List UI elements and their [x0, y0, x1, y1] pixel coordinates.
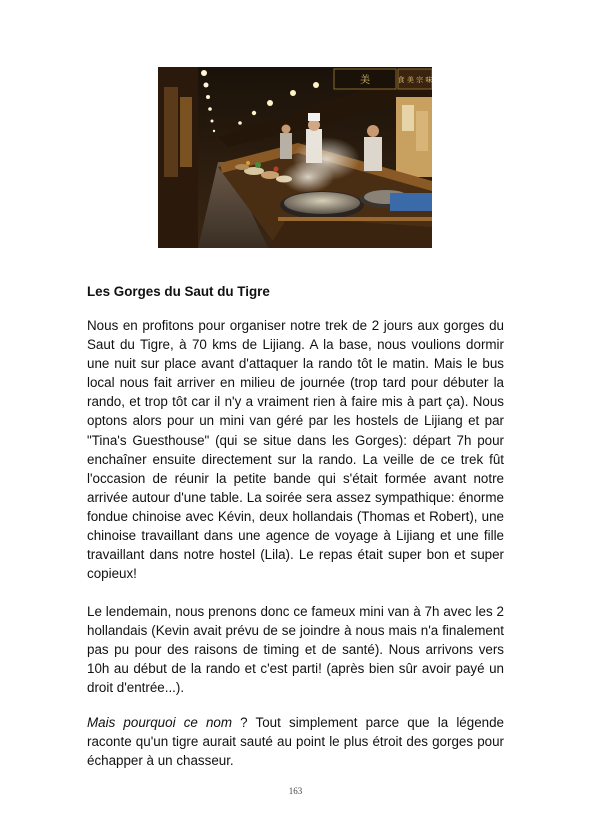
- section-heading: Les Gorges du Saut du Tigre: [87, 284, 270, 299]
- sign-left-text: 美: [360, 75, 370, 86]
- paragraph-3-rest: ? Tout simplement parce que la légende raconte qu'un tigre aurait sauté au point le plus étroit des gorges pour échapper à un chasseur.: [87, 715, 504, 769]
- page-number: 163: [288, 786, 303, 796]
- paragraph-1: Nous en profitons pour organiser notre trek de 2 jours aux gorges du Saut du Tigre, à 70 kms de Lijiang. A la base, nous voulions dormir une nuit sur place avant d'attaquer la rando tôt le matin. Mais le bus local nous fait arriver en milieu de journée (trop tard pour débuter la rando, et trop tôt car il n'y a vraiment rien à faire mis à part ça). Nous optons alors pour un mini van géré par les hostels de Lijiang et par "Tina's Guesthouse" (qui se situe dans les Gorges): départ 7h pour enchaîner ensuite directement sur la rando. La veille de ce trek fût l'occasion de réunir la petite bande qui s'était formée avant notre arrivée autour d'une table. La soirée sera assez sympathique: énorme fondue chinoise avec Kévin, deux hollandais (Thomas et Robert), une chinoise travaillant dans une agence de voyage à Lijiang et une fille travaillant dans notre hostel (Lila). Le repas était super bon et super copieux!: [87, 318, 504, 582]
- food-street-photo: [158, 67, 432, 248]
- paragraph-2: Le lendemain, nous prenons donc ce fameux mini van à 7h avec les 2 hollandais (Kevin avait prévu de se joindre à nous mais n'a finalement pas pu pour des raisons de timing et de santé). Nous arrivons vers 10h au début de la rando et c'est parti! (après bien sûr avoir payé un droit d'entrée...).: [87, 604, 504, 696]
- paragraph-3-italic: Mais pourquoi ce nom: [87, 715, 233, 730]
- sign-right-text: 食 美 宗 味: [397, 76, 432, 84]
- paragraph-3: [87, 713, 504, 770]
